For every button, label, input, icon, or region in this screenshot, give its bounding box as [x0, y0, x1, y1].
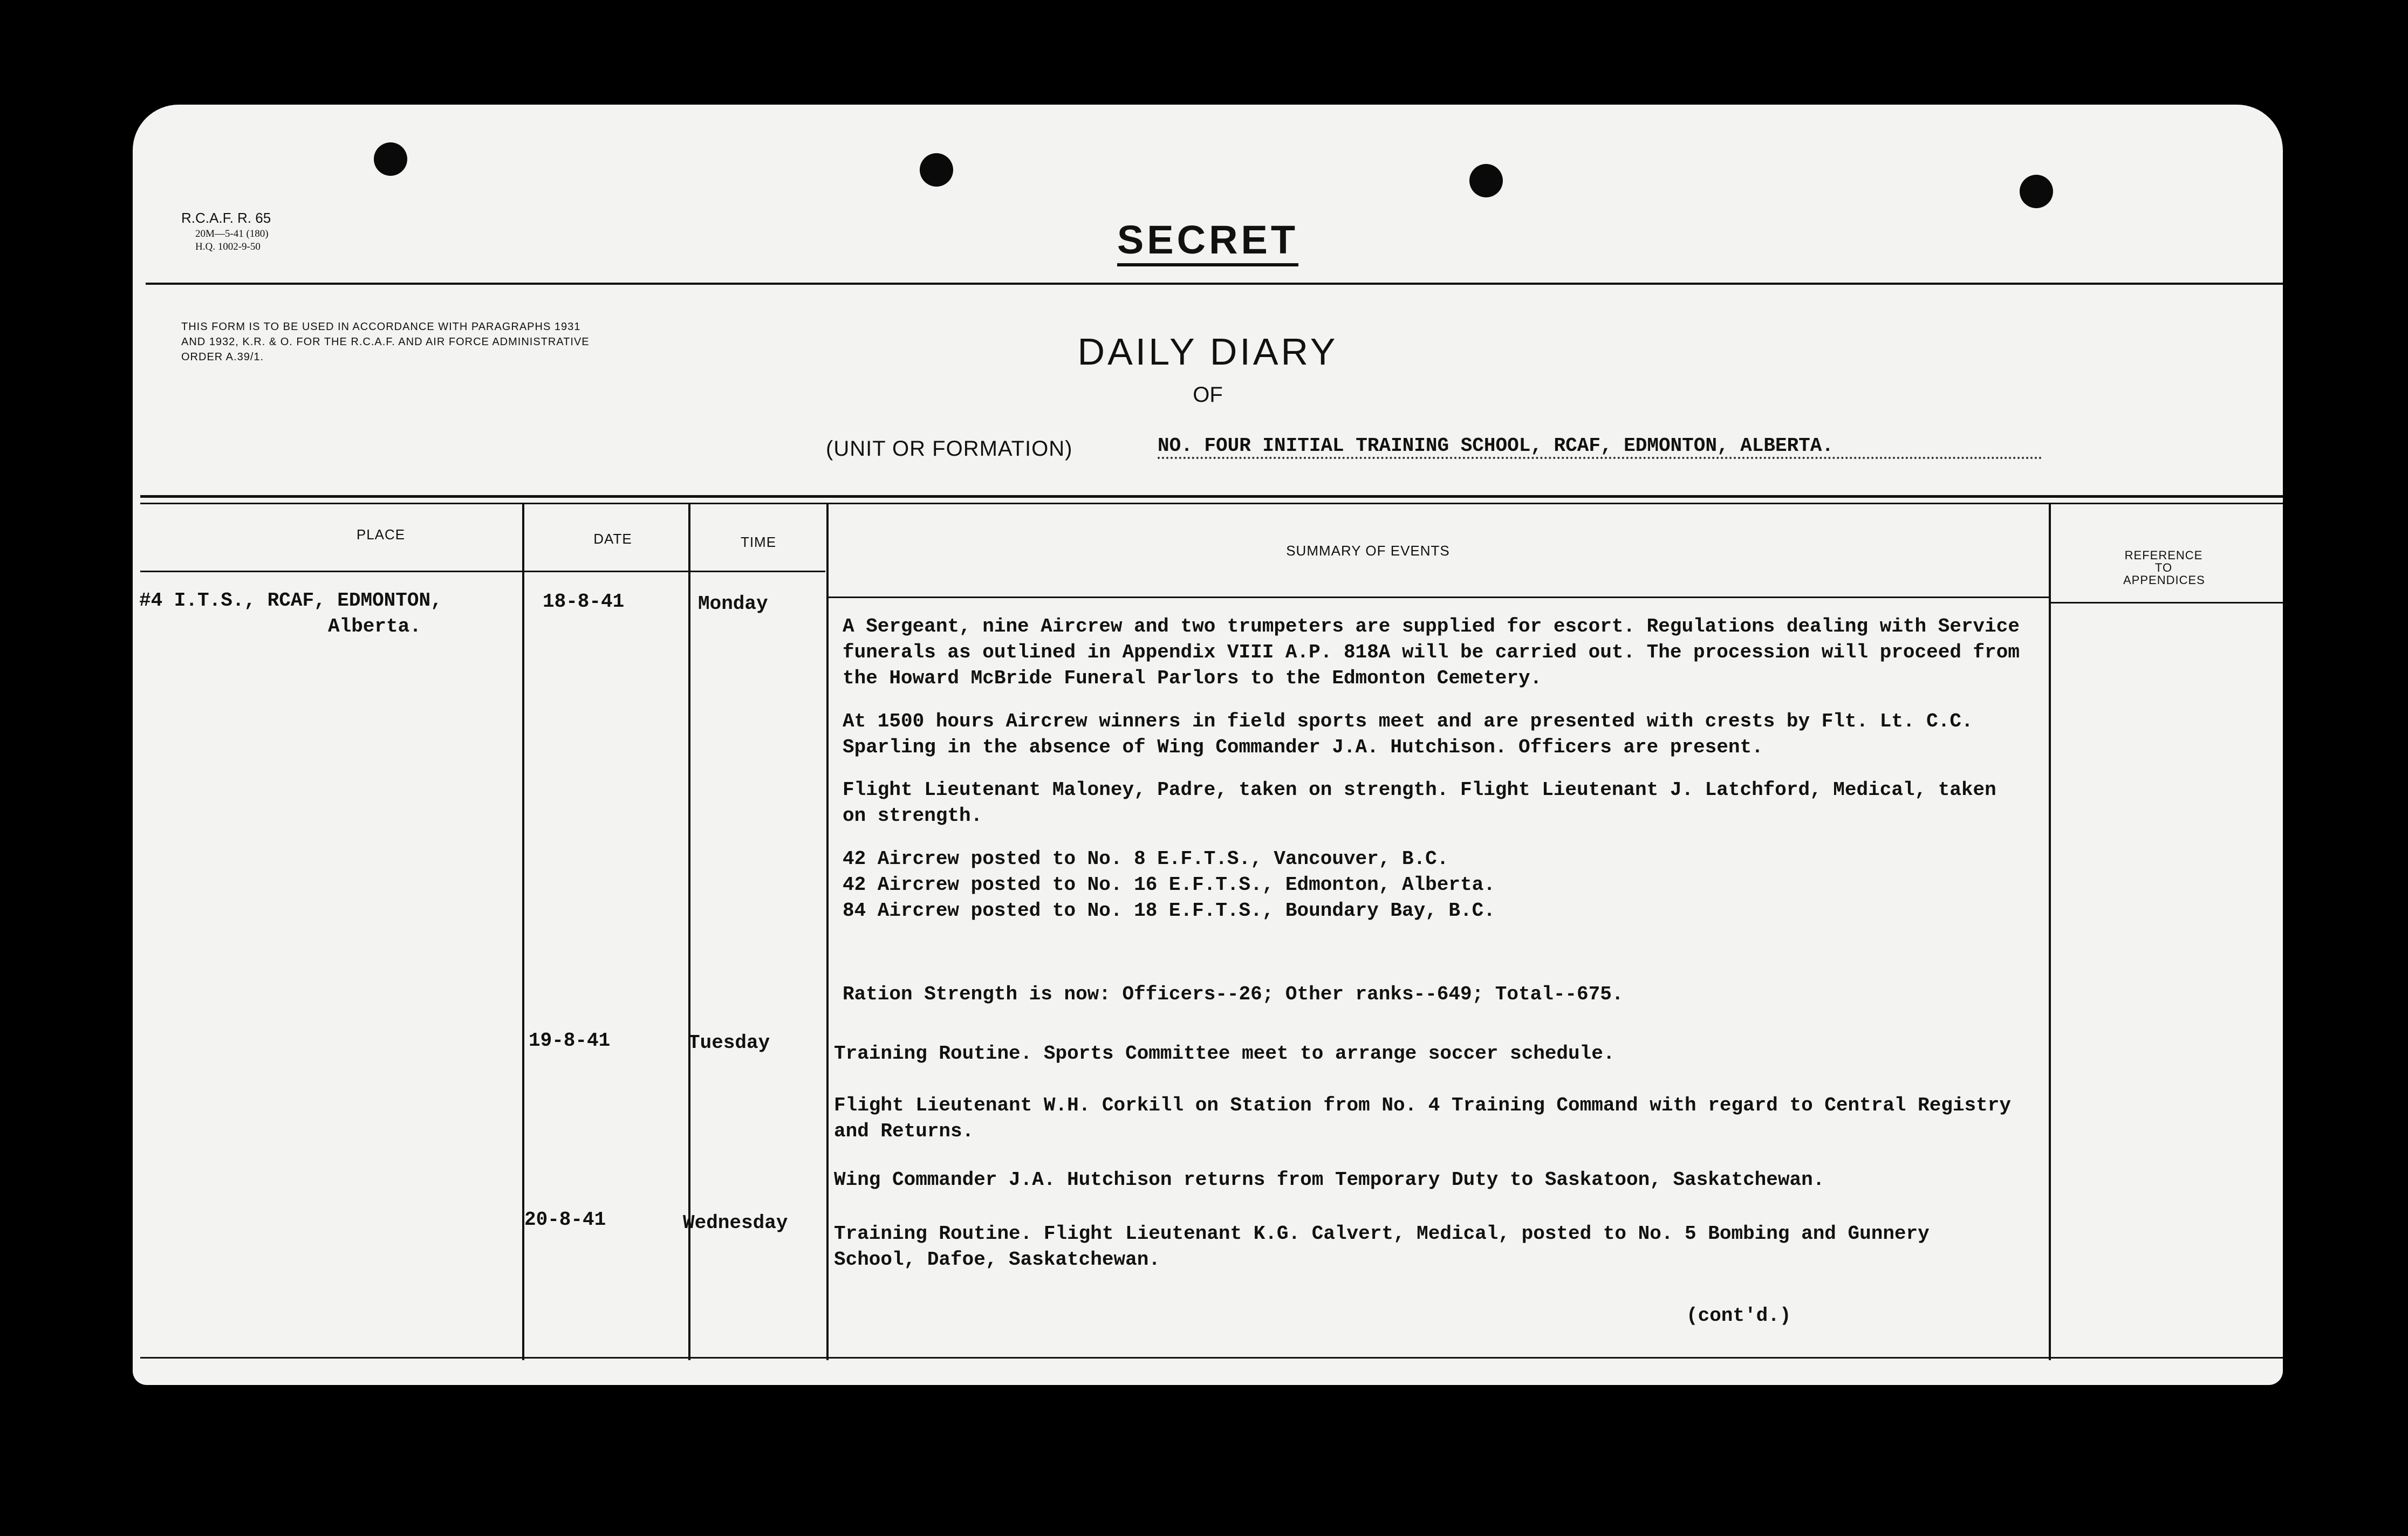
- place-line1: #4 I.T.S., RCAF, EDMONTON,: [139, 589, 442, 612]
- col-divider-summary: [2049, 504, 2051, 1360]
- diary-sheet: [133, 105, 2283, 1385]
- entry-day: Tuesday: [688, 1032, 770, 1054]
- entry-date: 20-8-41: [524, 1209, 606, 1231]
- summary-paragraph: Flight Lieutenant W.H. Corkill on Station from No. 4 Training Command with regard to Central Registry and Returns.: [834, 1094, 2011, 1142]
- col-header-summary: SUMMARY OF EVENTS: [1286, 543, 1450, 559]
- table-bottom-rule: [140, 1357, 2283, 1359]
- col-header-time: TIME: [740, 534, 777, 550]
- punch-hole: [1469, 164, 1503, 197]
- entry-date: 19-8-41: [529, 1030, 611, 1052]
- page-title: DAILY DIARY: [1077, 331, 1338, 373]
- summary-paragraph: Training Routine. Sports Committee meet to arrange soccer schedule.: [834, 1043, 1615, 1065]
- entry-day: Monday: [698, 593, 768, 615]
- form-code-line1: 20M—5-41 (180): [195, 228, 269, 239]
- header-rule: [146, 283, 2283, 285]
- unit-value: NO. FOUR INITIAL TRAINING SCHOOL, RCAF, EDMONTON, ALBERTA.: [1158, 435, 2042, 459]
- summary-paragraph: Flight Lieutenant Maloney, Padre, taken on strength. Flight Lieutenant J. Latchford, Medical, taken on strength.: [843, 779, 1996, 827]
- classification-header: [133, 217, 2283, 263]
- table-top-rule: [140, 495, 2283, 498]
- table-top-rule-2: [140, 503, 2283, 504]
- form-number: R.C.A.F. R. 65: [181, 210, 271, 226]
- summary-paragraph: Training Routine. Flight Lieutenant K.G. Calvert, Medical, posted to No. 5 Bombing and Gunnery School, Dafoe, Saskatchewan.: [834, 1223, 1930, 1271]
- punch-hole: [2020, 175, 2053, 208]
- summary-paragraph: 42 Aircrew posted to No. 8 E.F.T.S., Vancouver, B.C. 42 Aircrew posted to No. 16 E.F.T.S., Edmonton, Alberta. 84 Aircrew posted to No. 18 E.F.T.S., Boundary Bay, B.C.: [843, 848, 1495, 922]
- col-header-reference: REFERENCE TO APPENDICES: [2123, 548, 2205, 587]
- summary-paragraph: At 1500 hours Aircrew winners in field sports meet and are presented with crests by Flt. Lt. C.C. Sparling in the absence of Wing Commander J.A. Hutchison. Officers are present.: [843, 710, 1973, 758]
- entry-date: 18-8-41: [543, 591, 625, 613]
- place-line2: Alberta.: [328, 615, 421, 637]
- summary-header-rule: [826, 596, 2049, 598]
- header-bottom-rule: [140, 571, 825, 572]
- entry-summary: [843, 614, 2029, 941]
- entry-day: Wednesday: [683, 1212, 788, 1234]
- unit-label: (UNIT OR FORMATION): [826, 437, 1073, 461]
- form-code-line2: H.Q. 1002-9-50: [195, 241, 261, 253]
- col-header-date: DATE: [593, 531, 632, 547]
- continued-note: (cont'd.): [1686, 1305, 1791, 1327]
- punch-hole: [920, 153, 953, 187]
- form-instruction: THIS FORM IS TO BE USED IN ACCORDANCE WITH PARAGRAPHS 1931 AND 1932, K.R. & O. FOR THE R.C.A.F. AND AIR FORCE ADMINISTRATIVE ORDER A.39/1.: [181, 321, 590, 363]
- classification-label: SECRET: [1117, 217, 1298, 266]
- reference-header-rule: [2051, 602, 2283, 604]
- summary-paragraph: Wing Commander J.A. Hutchison returns from Temporary Duty to Saskatoon, Saskatchewan.: [834, 1169, 1825, 1191]
- col-header-place: PLACE: [356, 526, 406, 543]
- place-cell: [139, 588, 517, 640]
- col-divider-time: [826, 504, 829, 1360]
- summary-paragraph: A Sergeant, nine Aircrew and two trumpeters are supplied for escort. Regulations dealing with Service funerals as outlined in Appendix VIII A.P. 818A will be carried out. The procession will proceed from the Howard McBride Funeral Parlors to the Edmonton Cemetery.: [843, 615, 2020, 689]
- punch-hole: [374, 142, 407, 176]
- title-of: OF: [1193, 383, 1223, 407]
- summary-paragraph: Ration Strength is now: Officers--26; Other ranks--649; Total--675.: [843, 983, 1624, 1005]
